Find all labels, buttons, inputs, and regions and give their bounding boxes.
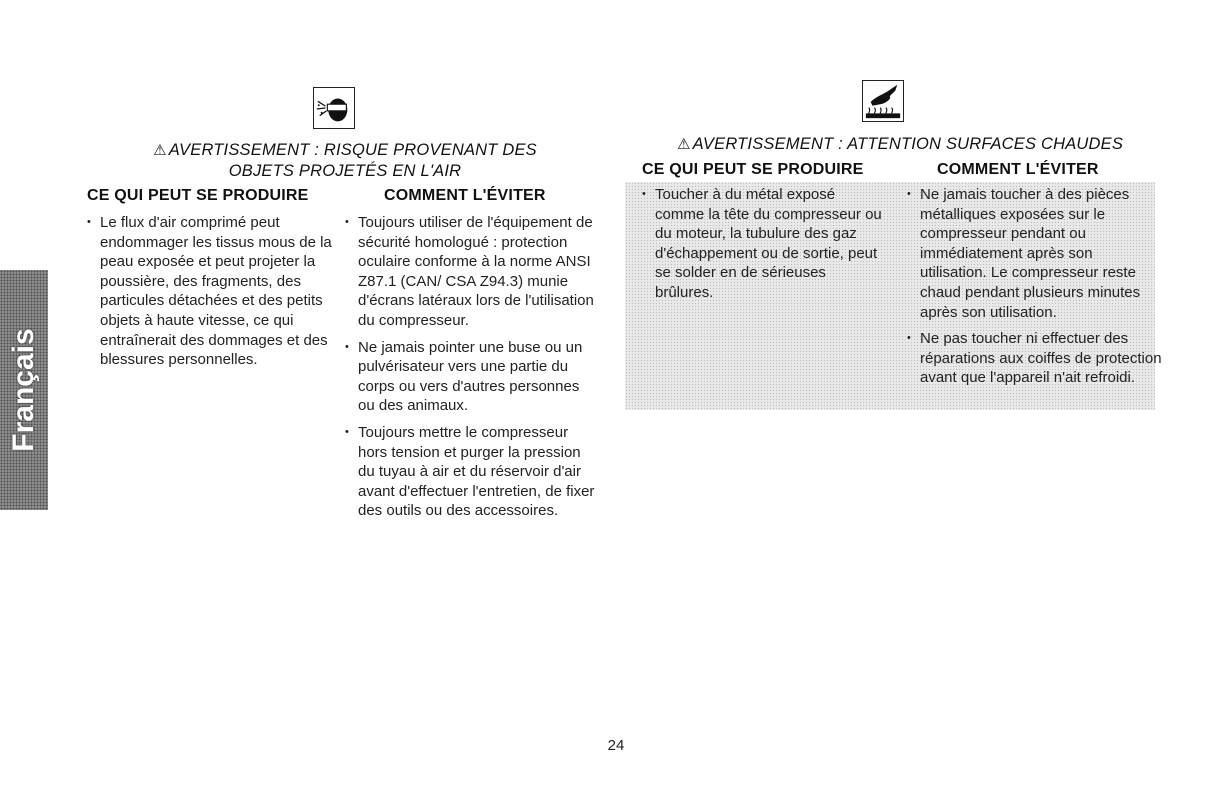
left-title-line2: OBJETS PROJETÉS EN L'AIR — [228, 162, 462, 180]
list-item: • Le flux d'air comprimé peut endommager les tissus mous de la peau exposée et peut projeter la poussière, des fragments, des particules détachées et des petits objets à haute vitesse, ce qui entraînerait des dommages et des blessures personnelles. — [87, 213, 335, 370]
language-tab-label: Français — [7, 328, 40, 452]
page-number: 24 — [607, 737, 625, 754]
right-prevention-list — [907, 185, 1162, 395]
left-hazard-list — [87, 213, 335, 377]
list-item: • Toujours mettre le compresseur hors tension et purger la pression du tuyau à air et du réservoir d'air avant d'effectuer l'entretien, de fixer des outils ou des accessoires. — [345, 423, 600, 521]
warning-triangle-icon: ⚠ — [153, 142, 167, 159]
hot-surface-hand-icon — [862, 80, 904, 122]
list-item: • Toucher à du métal exposé comme la tête du compresseur ou du moteur, la tubulure des gaz d'échappement ou de sortie, peut se solder en de sérieuses brûlures. — [642, 185, 882, 303]
right-hazard-list — [642, 185, 882, 310]
right-col2-heading: COMMENT L'ÉVITER — [937, 161, 1099, 178]
left-title-line1: AVERTISSEMENT : RISQUE PROVENANT DES — [168, 141, 537, 159]
list-item: • Ne jamais pointer une buse ou un pulvérisateur vers une partie du corps ou vers d'autres personnes ou des animaux. — [345, 338, 600, 416]
right-warning-title — [625, 134, 1175, 155]
list-item: • Ne jamais toucher à des pièces métalliques exposées sur le compresseur pendant ou immédiatement après son utilisation. Le compresseur reste chaud pendant plusieurs minutes après son utilisation. — [907, 185, 1162, 322]
right-col1-heading: CE QUI PEUT SE PRODUIRE — [642, 161, 864, 178]
left-warning-title — [100, 140, 590, 182]
warning-triangle-icon: ⚠ — [676, 136, 691, 153]
right-title-text: AVERTISSEMENT : ATTENTION SURFACES CHAUDES — [692, 135, 1124, 153]
left-prevention-list — [345, 213, 600, 528]
list-item: • Toujours utiliser de l'équipement de sécurité homologué : protection oculaire conforme à la norme ANSI Z87.1 (CAN/ CSA Z94.3) munie d'écrans latéraux lors de l'utilisation du compresseur. — [345, 213, 600, 331]
language-tab — [0, 270, 48, 510]
left-col2-heading: COMMENT L'ÉVITER — [384, 187, 546, 204]
left-col1-heading: CE QUI PEUT SE PRODUIRE — [87, 187, 309, 204]
face-shield-goggles-icon — [313, 87, 355, 129]
list-item: • Ne pas toucher ni effectuer des réparations aux coiffes de protection avant que l'appareil n'ait refroidi. — [907, 329, 1162, 388]
